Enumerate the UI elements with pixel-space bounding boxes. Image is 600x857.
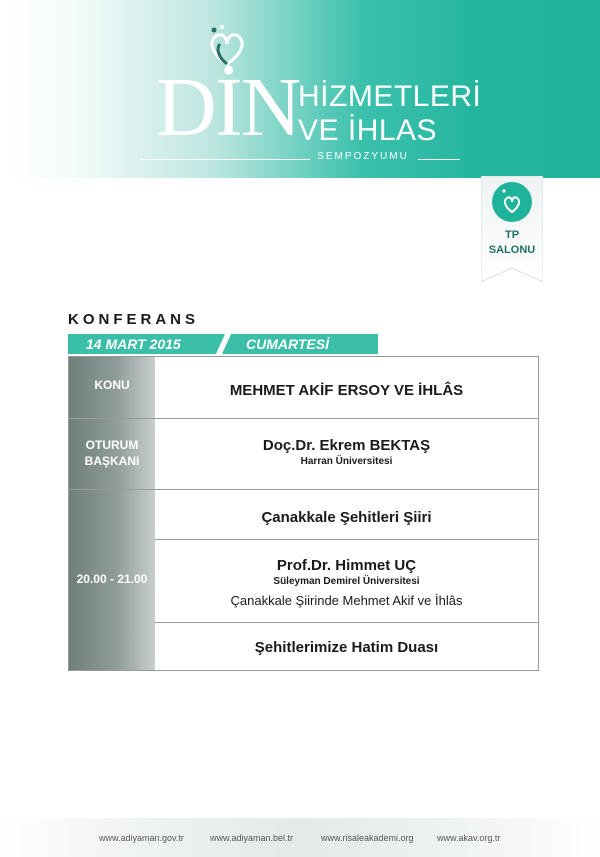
symposium-logo: [150, 18, 482, 168]
footer-link-2[interactable]: www.adiyaman.bel.tr: [210, 833, 294, 843]
date-text: 14 MART 2015: [86, 336, 181, 352]
logo-sub-text: SEMPOZYUMU: [317, 151, 409, 162]
day-text: CUMARTESİ: [246, 336, 329, 352]
chair-university: Harran Üniversitesi: [300, 456, 393, 467]
logo-line2: VE İHLAS: [298, 114, 438, 147]
room-label: [481, 228, 543, 258]
speaker-topic: Çanakkale Şiirinde Mehmet Akif ve İhlâs: [230, 593, 463, 608]
footer-link-3[interactable]: www.risaleakademi.org: [321, 833, 414, 843]
room-line1: TP: [504, 229, 520, 241]
row-divider: [69, 489, 538, 490]
konu-value: MEHMET AKİF ERSOY VE İHLÂS: [229, 382, 464, 399]
footer-band: [0, 818, 600, 857]
label-column: [69, 357, 155, 670]
chair-label-line1: OTURUM: [85, 438, 139, 452]
section-title: KONFERANS: [68, 311, 200, 328]
logo-din-text: DİN: [156, 61, 300, 154]
logo-rule-right: [418, 159, 460, 160]
chair-label-line2: BAŞKANI: [84, 454, 140, 468]
chair-label: [69, 437, 155, 469]
konu-label: KONU: [94, 378, 130, 392]
logo-rule-left: [140, 159, 310, 160]
room-line2: SALONU: [488, 244, 536, 256]
footer-link-4[interactable]: www.akav.org.tr: [437, 833, 501, 843]
chair-name: Doç.Dr. Ekrem BEKTAŞ: [262, 437, 431, 454]
speaker-name: Prof.Dr. Himmet UÇ: [276, 557, 417, 574]
speaker-university: Süleyman Demirel Üniversitesi: [273, 576, 420, 587]
row-divider: [155, 622, 538, 623]
program-item-1: Çanakkale Şehitleri Şiiri: [261, 509, 432, 526]
logo-line1: HİZMETLERİ: [298, 80, 482, 113]
footer-link-1[interactable]: www.adiyaman.gov.tr: [99, 833, 184, 843]
time-label: 20.00 - 21.00: [76, 572, 148, 586]
program-table: [68, 356, 539, 671]
row-divider: [155, 539, 538, 540]
row-divider: [69, 418, 538, 419]
program-item-3: Şehitlerimize Hatim Duası: [254, 639, 439, 656]
